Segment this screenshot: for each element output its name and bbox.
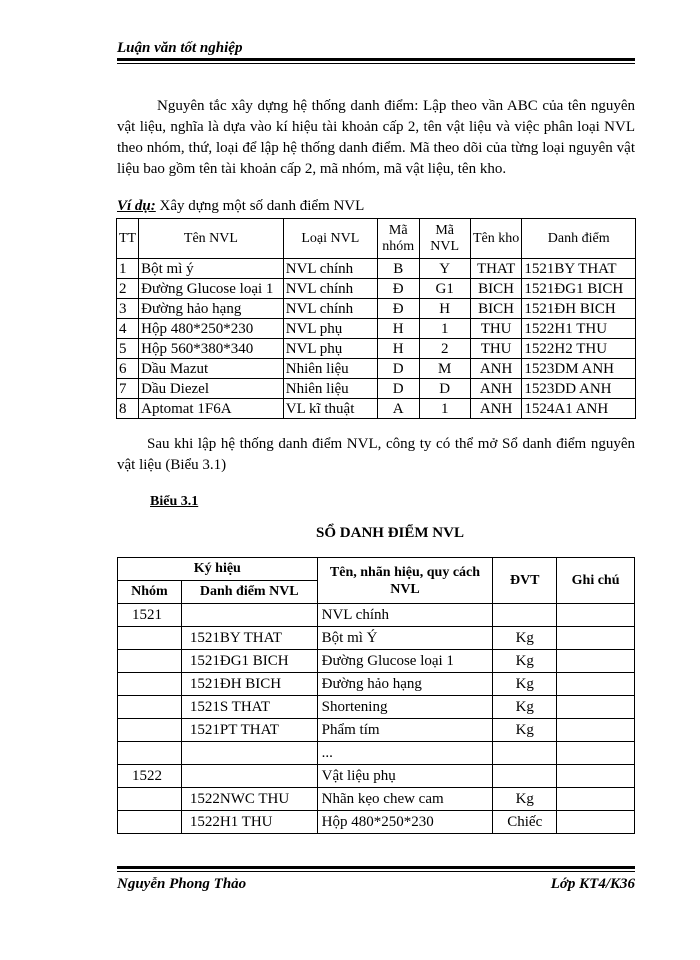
t2-row [118, 788, 635, 811]
t1-cell: 5 [117, 339, 139, 359]
t1-cell: 1523DD ANH [522, 379, 636, 399]
t2-cell [557, 742, 635, 765]
t1-cell: Hộp 480*250*230 [139, 319, 284, 339]
t2-cell: 1521 [118, 604, 182, 627]
t1-header: Mã nhóm [377, 219, 419, 259]
t2-cell: 1521ĐG1 BICH [181, 650, 317, 673]
t2-row [118, 627, 635, 650]
t2-cell [557, 604, 635, 627]
t2-cell: 1521PT THAT [181, 719, 317, 742]
t1-cell: ANH [470, 399, 522, 419]
t1-cell: NVL phụ [283, 319, 377, 339]
page-header-title: Luận văn tốt nghiệp [117, 40, 243, 56]
t2-cell [118, 650, 182, 673]
t1-cell: 2 [117, 279, 139, 299]
t2-row [118, 765, 635, 788]
t2-cell: Bột mì Ý [317, 627, 493, 650]
after-table-paragraph: Sau khi lập hệ thống danh điểm NVL, công ty có thể mở Sổ danh điểm nguyên vật liệu (Biểu 3.1) [117, 436, 635, 473]
t1-cell: D [377, 359, 419, 379]
t2-cell: Kg [493, 650, 557, 673]
t2-row [118, 742, 635, 765]
footer-rule-thick [117, 866, 635, 869]
t2-cell: Kg [493, 627, 557, 650]
t2-cell: 1522H1 THU [181, 811, 317, 834]
t1-cell: Đường hảo hạng [139, 299, 284, 319]
t1-cell: THU [470, 339, 522, 359]
header-rule-thin [117, 63, 635, 64]
t1-cell: 6 [117, 359, 139, 379]
t2-row [118, 604, 635, 627]
t2-cell: 1521S THAT [181, 696, 317, 719]
t2-cell: Kg [493, 719, 557, 742]
footer-class: Lớp KT4/K36 [550, 876, 635, 892]
t1-cell: 3 [117, 299, 139, 319]
t2-cell [557, 719, 635, 742]
t1-cell: D [419, 379, 470, 399]
footer-author: Nguyễn Phong Thảo [117, 876, 247, 892]
t1-cell: 8 [117, 399, 139, 419]
t2-cell: Đường Glucose loại 1 [317, 650, 493, 673]
t1-cell: THAT [470, 259, 522, 279]
t2-cell [557, 650, 635, 673]
t1-cell: Đường Glucose loại 1 [139, 279, 284, 299]
t2-row [118, 650, 635, 673]
t1-header: Tên kho [470, 219, 522, 259]
t2-cell: 1521ĐH BICH [181, 673, 317, 696]
t1-row [117, 279, 636, 299]
t2-cell: Nhãn kẹo chew cam [317, 788, 493, 811]
t2-cell: Chiếc [493, 811, 557, 834]
t1-cell: 1 [117, 259, 139, 279]
t2-cell [118, 719, 182, 742]
t1-cell: NVL chính [283, 259, 377, 279]
t2-cell [181, 765, 317, 788]
t2-cell: Kg [493, 696, 557, 719]
t1-cell: BICH [470, 279, 522, 299]
t1-header: TT [117, 219, 139, 259]
t2-row [118, 811, 635, 834]
book-title: SỔ DANH ĐIỂM NVL [316, 525, 464, 541]
t2-cell [118, 673, 182, 696]
t1-row [117, 379, 636, 399]
example-text: Xây dựng một số danh điểm NVL [155, 198, 365, 214]
t1-cell: 4 [117, 319, 139, 339]
t2-cell [493, 765, 557, 788]
t1-row [117, 319, 636, 339]
bieu-label: Biểu 3.1 [150, 494, 199, 509]
t1-cell: THU [470, 319, 522, 339]
t2-cell [118, 696, 182, 719]
t1-cell: VL kĩ thuật [283, 399, 377, 419]
t1-row [117, 359, 636, 379]
t2-cell [557, 673, 635, 696]
t1-cell: D [377, 379, 419, 399]
t2-name-header: Tên, nhãn hiệu, quy cách NVL [317, 558, 493, 604]
t1-cell: 1523DM ANH [522, 359, 636, 379]
t1-cell: Dầu Mazut [139, 359, 284, 379]
nvl-code-table [116, 218, 636, 419]
t2-cell: 1522NWC THU [181, 788, 317, 811]
t1-cell: Y [419, 259, 470, 279]
t2-cell: Kg [493, 788, 557, 811]
t2-row [118, 696, 635, 719]
t1-header: Mã NVL [419, 219, 470, 259]
t1-cell: ANH [470, 379, 522, 399]
t1-cell: 1522H1 THU [522, 319, 636, 339]
t1-header: Danh điểm [522, 219, 636, 259]
t2-cell: Hộp 480*250*230 [317, 811, 493, 834]
t1-cell: Hộp 560*380*340 [139, 339, 284, 359]
t2-cell [493, 604, 557, 627]
t2-cell [493, 742, 557, 765]
footer-rule-thin [117, 871, 635, 872]
t1-cell: 1524A1 ANH [522, 399, 636, 419]
example-line [117, 198, 364, 215]
t1-cell: H [377, 319, 419, 339]
t2-cell: Đường hảo hạng [317, 673, 493, 696]
t2-cell [557, 696, 635, 719]
t1-cell: G1 [419, 279, 470, 299]
t2-group-col-header: Nhóm [118, 581, 182, 604]
t1-cell: Aptomat 1F6A [139, 399, 284, 419]
t1-cell: H [419, 299, 470, 319]
t2-cell: Kg [493, 673, 557, 696]
intro-paragraph: Nguyên tắc xây dựng hệ thống danh điểm: Lập theo vần ABC của tên nguyên vật liệu, nghĩa là dựa vào kí hiệu tài khoản cấp 2, tên vật liệu và việc phân loại NVL theo nhóm, thứ, loại để lập hệ thống danh điểm. Mã theo dõi của từng loại nguyên vật liệu bao gồm tên tài khoản cấp 2, mã nhóm, mã vật liệu, tên kho. [117, 98, 635, 177]
t1-cell: 1521ĐH BICH [522, 299, 636, 319]
t2-cell: Shortening [317, 696, 493, 719]
example-label: Ví dụ: [117, 198, 156, 214]
t2-cell: ... [317, 742, 493, 765]
t1-cell: NVL phụ [283, 339, 377, 359]
t1-cell: 7 [117, 379, 139, 399]
t2-cell [557, 788, 635, 811]
t2-cell [118, 742, 182, 765]
t2-group-header: Ký hiệu [118, 558, 318, 581]
t1-cell: Dầu Diezel [139, 379, 284, 399]
t2-cell: 1522 [118, 765, 182, 788]
t2-cell [557, 811, 635, 834]
t1-cell: Nhiên liệu [283, 359, 377, 379]
t1-row [117, 339, 636, 359]
t2-cell [118, 788, 182, 811]
t1-cell: 1 [419, 399, 470, 419]
t1-row [117, 399, 636, 419]
t2-cell [557, 627, 635, 650]
header-rule-thick [117, 58, 635, 61]
t2-code-col-header: Danh điểm NVL [181, 581, 317, 604]
t1-row [117, 259, 636, 279]
t2-cell [181, 604, 317, 627]
t1-cell: B [377, 259, 419, 279]
t2-row [118, 719, 635, 742]
t2-row [118, 673, 635, 696]
t1-cell: 1521ĐG1 BICH [522, 279, 636, 299]
t1-cell: NVL chính [283, 299, 377, 319]
t2-cell [557, 765, 635, 788]
t1-cell: 2 [419, 339, 470, 359]
t1-cell: A [377, 399, 419, 419]
t2-cell [118, 627, 182, 650]
t1-cell: NVL chính [283, 279, 377, 299]
t2-cell [181, 742, 317, 765]
t1-header: Loại NVL [283, 219, 377, 259]
t2-note-header: Ghi chú [557, 558, 635, 604]
t1-cell: Bột mì ý [139, 259, 284, 279]
t1-row [117, 299, 636, 319]
t1-cell: Đ [377, 299, 419, 319]
t2-cell: Phẩm tím [317, 719, 493, 742]
t1-cell: H [377, 339, 419, 359]
nvl-code-book-table [117, 557, 635, 834]
t1-cell: 1 [419, 319, 470, 339]
t2-cell: NVL chính [317, 604, 493, 627]
t1-header: Tên NVL [139, 219, 284, 259]
t1-cell: 1521BY THAT [522, 259, 636, 279]
t1-cell: Đ [377, 279, 419, 299]
t1-cell: ANH [470, 359, 522, 379]
t1-cell: Nhiên liệu [283, 379, 377, 399]
t2-cell [118, 811, 182, 834]
t1-cell: M [419, 359, 470, 379]
t1-cell: BICH [470, 299, 522, 319]
t2-unit-header: ĐVT [493, 558, 557, 604]
t2-cell: Vật liệu phụ [317, 765, 493, 788]
t1-cell: 1522H2 THU [522, 339, 636, 359]
t2-cell: 1521BY THAT [181, 627, 317, 650]
